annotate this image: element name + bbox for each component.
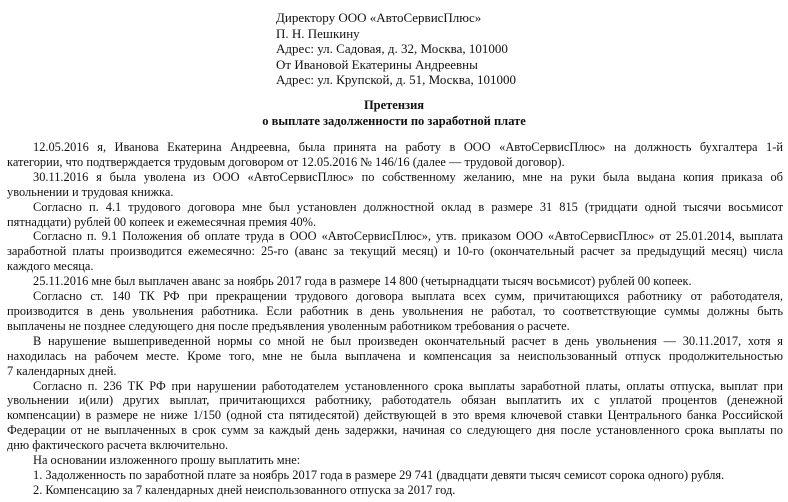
body-paragraph (7, 379, 783, 454)
addressee-line: Адрес: ул. Садовая, д. 32, Москва, 101000 (276, 41, 508, 57)
sender-line: От Ивановой Екатерины Андреевны (276, 56, 478, 72)
paragraph-line: каждого месяца. (7, 259, 94, 274)
paragraph-line: заработной платы производится ежемесячно: 25-го (аванс за текущий месяц) и 10-го (окончательный расчет за предыдущий месяц) числа (7, 244, 783, 259)
paragraph-line: 12.05.2016 я, Иванова Екатерина Андреевна, была принята на работу в ООО «АвтоСервисПлюс» на должность бухгалтера 1-й (33, 140, 783, 154)
paragraph-line: Согласно п. 236 ТК РФ при нарушении работодателем установленного срока выплаты заработной платы, оплаты отпуска, выплат при (33, 378, 783, 393)
paragraph-line: увольнении и трудовая книжка. (7, 184, 174, 199)
body-paragraph (7, 170, 783, 200)
paragraph-line: пятнадцати) рублей 00 копеек и ежемесячная премия 40%. (7, 214, 317, 229)
addressee-block (276, 10, 516, 88)
paragraph-line: Федерации от не выплаченных в срок сумм за каждый день задержки, начиная со следующего дня после установленного срока выплаты по (7, 423, 783, 438)
paragraph-line: дню фактического расчета включительно. (7, 438, 229, 453)
paragraph-line: 30.11.2016 я была уволена из ООО «АвтоСервисПлюс» по собственному желанию, мне на руки была выдана копия приказа об (33, 169, 783, 184)
request-list-item: 2. Компенсацию за 7 календарных дней неиспользованного отпуска за 2017 год. (33, 482, 456, 497)
paragraph-line: Согласно п. 4.1 трудового договора мне был установлен должностной оклад в размере 31 815 (тридцати одной тысячи восьмисот (33, 199, 783, 214)
request-list-item: 1. Задолженность по заработной плате за ноябрь 2017 года в размере 29 741 (двадцати девяти тысяч семисот сорока одного) рубля. (33, 467, 725, 482)
sender-line: Адрес: ул. Крупской, д. 51, Москва, 101000 (276, 72, 516, 88)
body-paragraph (7, 289, 783, 334)
body-paragraph (7, 274, 783, 289)
request-intro: На основании изложенного прошу выплатить мне: (33, 453, 301, 468)
body-paragraph (7, 200, 783, 230)
paragraph-line: выплачены не позднее следующего дня после предъявления уволенным работником требования о расчете. (7, 318, 570, 333)
paragraph-line: компенсации) в размере не ниже 1/150 (одной ста пятидесятой) действующей в это время ключевой ставки Центрального банка Российской (7, 408, 783, 423)
paragraph-line: Согласно п. 9.1 Положения об оплате труда в ООО «АвтоСервисПлюс», утв. приказом ООО «АвтоСервисПлюс» от 25.01.2014, выплата (33, 229, 783, 244)
paragraph-line: В нарушение вышеприведенной нормы со мной не был произведен окончательный расчет в день увольнения — 30.11.2017, хотя я (33, 333, 783, 348)
body-paragraph (7, 334, 783, 379)
paragraph-line: 7 календарных дней. (7, 363, 117, 378)
paragraph-line: производится в день увольнения работника. Если работник в день увольнения не работал, то соответствующие суммы должны быть (7, 303, 783, 318)
body-paragraph (7, 229, 783, 274)
addressee-line: Директору ООО «АвтоСервисПлюс» (276, 10, 482, 25)
document-title: Претензия (363, 98, 425, 112)
document-body (7, 140, 783, 498)
paragraph-line: находилась на рабочем месте. Кроме того, мне не была выплачена и компенсация за неиспользованный отпуск продолжительностью (7, 348, 783, 363)
paragraph-line: Согласно ст. 140 ТК РФ при прекращении трудового договора выплата всех сумм, причитающихся работнику от работодателя, (33, 289, 783, 304)
body-paragraph (7, 140, 783, 170)
addressee-line: П. Н. Пешкину (276, 25, 360, 41)
paragraph-line: 25.11.2016 мне был выплачен аванс за ноябрь 2017 года в размере 14 800 (четырнадцати тысяч восьмисот) рублей 00 копеек. (33, 274, 692, 289)
paragraph-line: увольнении и(или) других выплат, причитающихся работнику, работодатель обязан выплатить их с уплатой процентов (денежной (7, 393, 783, 408)
paragraph-line: категории, что подтверждается трудовым договором от 12.05.2016 № 146/16 (далее — трудовой договор). (7, 154, 565, 169)
document-subtitle: о выплате задолженности по заработной плате (262, 114, 526, 128)
